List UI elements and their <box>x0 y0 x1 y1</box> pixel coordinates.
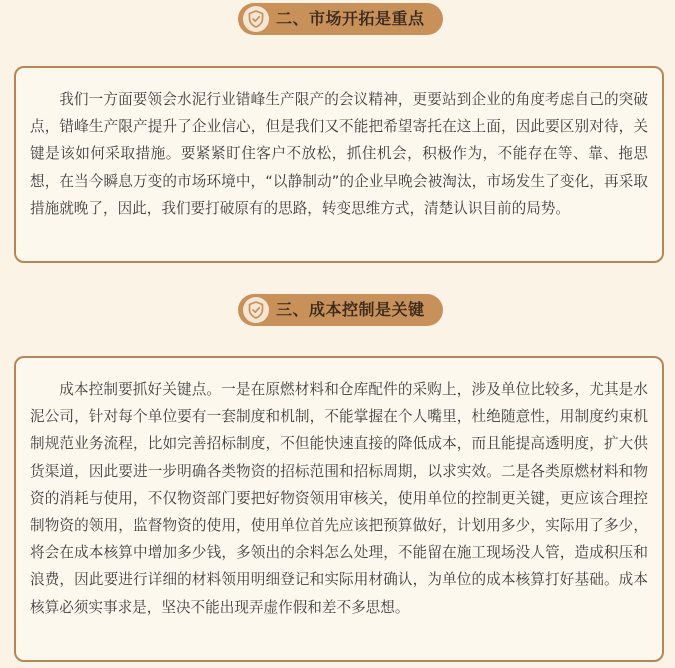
section-2-paragraph: 我们一方面要领会水泥行业错峰生产限产的会议精神，更要站到企业的角度考虑自己的突破点，错峰生产限产提升了企业信心，但是我们又不能把希望寄托在这上面，因此要区别对待，关键是该如何采取措施。要紧紧盯住客户不放松，抓住机会，积极作为，不能存在等、靠、拖思想，在当今瞬息万变的市场环境中，“以静制动”的企业早晚会被淘汰，市场发生了变化，再采取措施就晚了，因此，我们要打破原有的思路，转变思维方式，清楚认识目前的局势。 <box>30 91 648 217</box>
shield-check-icon <box>243 6 269 32</box>
section-2-content-box <box>14 66 664 263</box>
shield-check-icon <box>243 297 269 323</box>
section-3-heading <box>238 294 443 326</box>
section-3-content-box <box>14 356 664 662</box>
section-3-paragraph: 成本控制要抓好关键点。一是在原燃材料和仓库配件的采购上，涉及单位比较多，尤其是水泥公司，针对每个单位要有一套制度和机制，不能掌握在个人嘴里，杜绝随意性，用制度约束机制规范业务流程，比如完善招标制度，不但能快速直接的降低成本，而且能提高透明度，扩大供货渠道，因此要进一步明确各类物资的招标范围和招标周期，以求实效。二是各类原燃材料和物资的消耗与使用，不仅物资部门要把好物资领用审核关，使用单位的控制更关键，更应该合理控制物资的领用，监督物资的使用，使用单位首先应该把预算做好，计划用多少，实际用了多少，将会在成本核算中增加多少钱，多领出的余料怎么处理，不能留在施工现场没人管，造成积压和浪费，因此要进行详细的材料领用明细登记和实际用材确认，为单位的成本核算打好基础。成本核算必须实事求是，坚决不能出现弄虚作假和差不多思想。 <box>30 381 648 616</box>
section-3-title: 三、成本控制是关键 <box>276 300 425 319</box>
section-2-title: 二、市场开拓是重点 <box>276 9 425 28</box>
section-2-heading <box>238 3 443 35</box>
